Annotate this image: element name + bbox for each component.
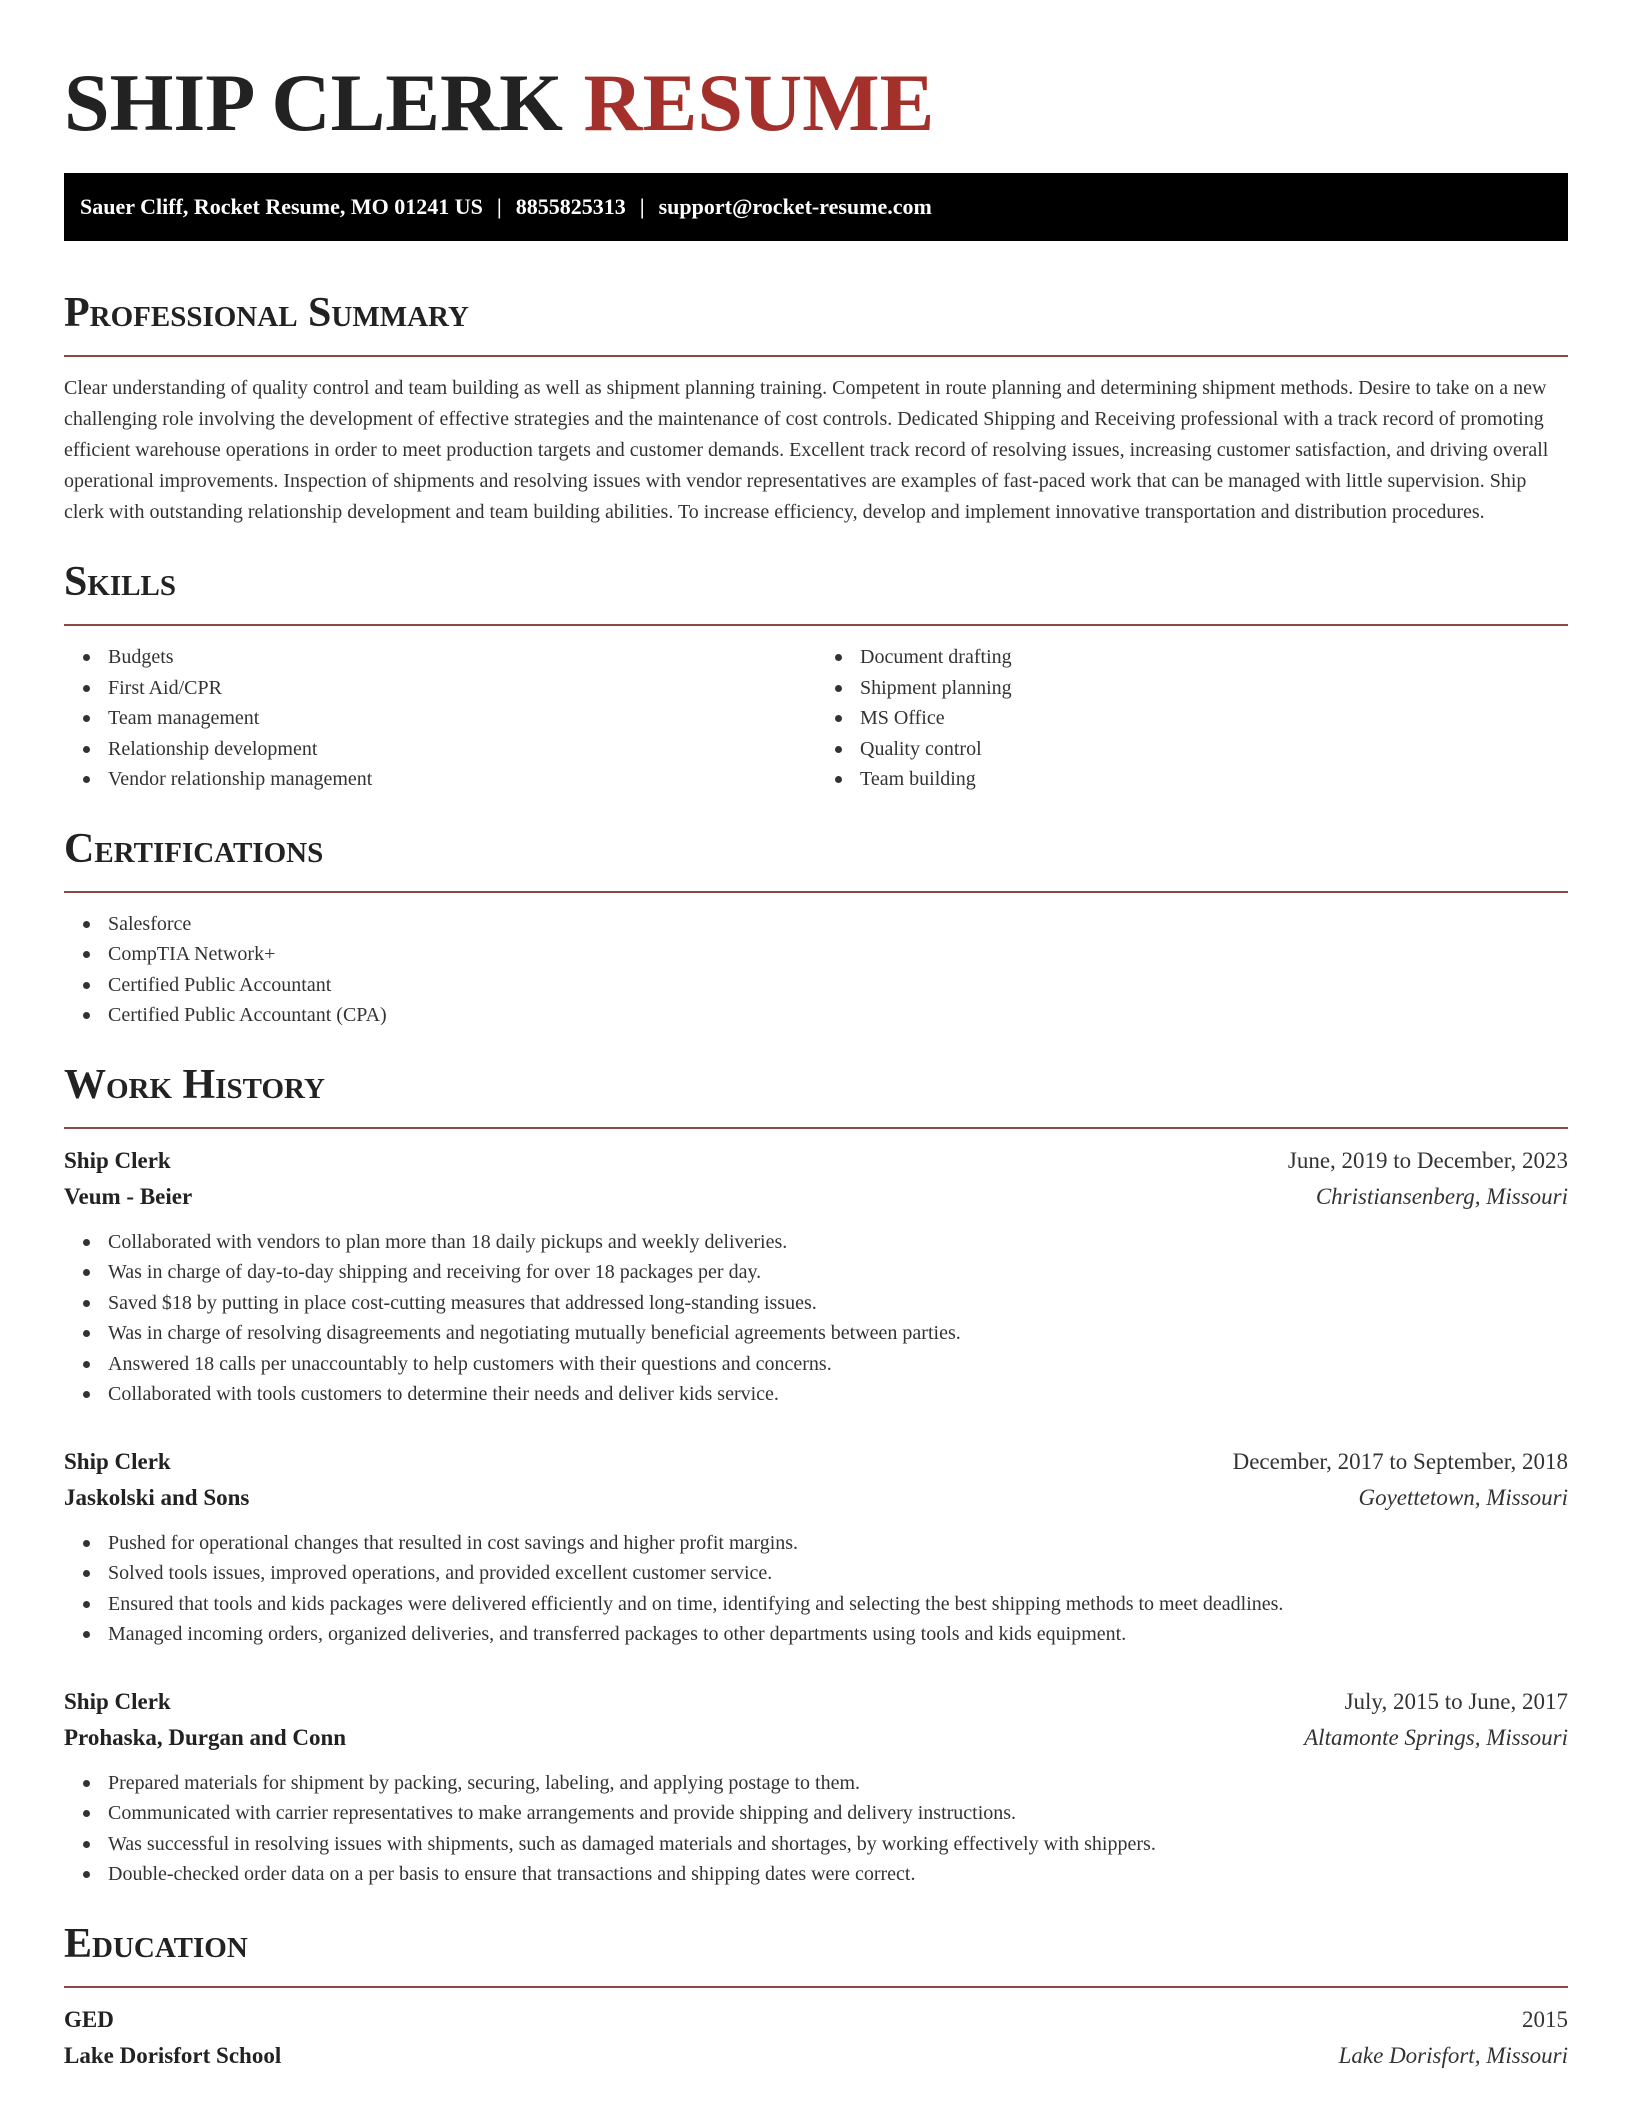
certifications-heading: Certifications — [64, 825, 324, 872]
skill-item: Budgets — [64, 642, 816, 673]
job-role: Ship Clerk — [64, 1448, 171, 1474]
education-location: Lake Dorisfort, Missouri — [1338, 2042, 1568, 2068]
job-entry — [64, 1143, 1568, 1410]
job-duty-item: Was successful in resolving issues with shipments, such as damaged materials and shortages, by working effectively with shippers. — [64, 1829, 1568, 1860]
contact-separator: | — [639, 194, 645, 219]
skill-item: Team building — [816, 764, 1568, 795]
job-duty-item: Collaborated with vendors to plan more than 18 daily pickups and weekly deliveries. — [64, 1227, 1568, 1258]
section-divider — [64, 1986, 1568, 1988]
job-duty-item: Saved $18 by putting in place cost-cutting measures that addressed long-standing issues. — [64, 1288, 1568, 1319]
title-accent: RESUME — [583, 57, 935, 148]
skill-item: Relationship development — [64, 734, 816, 765]
education-degree-row — [64, 2002, 1568, 2038]
skills-list-right — [816, 642, 1568, 795]
job-dates: December, 2017 to September, 2018 — [1232, 1448, 1568, 1474]
job-duty-item: Ensured that tools and kids packages were delivered efficiently and on time, identifying and selecting the best shipping methods to meet deadlines. — [64, 1589, 1568, 1620]
job-duty-item: Collaborated with tools customers to determine their needs and deliver kids service. — [64, 1379, 1568, 1410]
work-history-section — [64, 1057, 1568, 1890]
summary-section — [64, 285, 1568, 528]
job-duty-item: Answered 18 calls per unaccountably to help customers with their questions and concerns. — [64, 1349, 1568, 1380]
skill-item: Team management — [64, 703, 816, 734]
job-company: Veum - Beier — [64, 1183, 193, 1209]
job-duties — [64, 1768, 1568, 1890]
education-heading: Education — [64, 1920, 248, 1967]
summary-heading: Professional Summary — [64, 290, 469, 336]
resume-title — [64, 0, 1568, 149]
job-duty-item: Pushed for operational changes that resulted in cost savings and higher profit margins. — [64, 1528, 1568, 1559]
certification-item: Salesforce — [64, 909, 1568, 940]
job-location: Goyettetown, Missouri — [1358, 1484, 1568, 1510]
section-divider — [64, 891, 1568, 893]
education-school-row — [64, 2038, 1568, 2074]
job-location: Altamonte Springs, Missouri — [1304, 1724, 1568, 1750]
job-duty-item: Was in charge of day-to-day shipping and receiving for over 18 packages per day. — [64, 1257, 1568, 1288]
education-school: Lake Dorisfort School — [64, 2042, 282, 2068]
certification-item: CompTIA Network+ — [64, 939, 1568, 970]
job-duty-item: Managed incoming orders, organized deliveries, and transferred packages to other departments using tools and kids equipment. — [64, 1619, 1568, 1650]
certification-item: Certified Public Accountant (CPA) — [64, 1000, 1568, 1031]
skill-item: Shipment planning — [816, 673, 1568, 704]
job-role: Ship Clerk — [64, 1688, 171, 1714]
education-year: 2015 — [1522, 2006, 1568, 2032]
skills-grid — [64, 642, 1568, 795]
skills-heading: Skills — [64, 559, 177, 605]
job-title-row — [64, 1143, 1568, 1179]
job-role: Ship Clerk — [64, 1147, 171, 1173]
section-divider — [64, 355, 1568, 357]
skill-item: First Aid/CPR — [64, 673, 816, 704]
education-section — [64, 1916, 1568, 2074]
job-dates: July, 2015 to June, 2017 — [1344, 1688, 1568, 1714]
job-duties — [64, 1528, 1568, 1650]
job-company: Jaskolski and Sons — [64, 1484, 250, 1510]
job-company: Prohaska, Durgan and Conn — [64, 1724, 347, 1750]
skills-section — [64, 554, 1568, 795]
job-title-row — [64, 1444, 1568, 1480]
contact-phone: 8855825313 — [515, 194, 626, 219]
skill-item: Vendor relationship management — [64, 764, 816, 795]
section-divider — [64, 624, 1568, 626]
summary-text: Clear understanding of quality control and team building as well as shipment planning training. Competent in route planning and determining shipment methods. Desire to take on a new challenging role involving the development of effective strategies and the maintenance of cost controls. Dedicated Shipping and Receiving professional with a track record of promoting efficient warehouse operations in order to meet production targets and customer demands. Excellent track record of resolving issues, increasing customer satisfaction, and driving overall operational improvements. Inspection of shipments and resolving issues with vendor representatives are examples of fast-paced work that can be managed with little supervision. Ship clerk with outstanding relationship development and team building abilities. To increase efficiency, develop and implement innovative transportation and distribution procedures. — [64, 377, 1549, 523]
job-duty-item: Was in charge of resolving disagreements and negotiating mutually beneficial agreements between parties. — [64, 1318, 1568, 1349]
section-divider — [64, 1127, 1568, 1129]
certification-item: Certified Public Accountant — [64, 970, 1568, 1001]
contact-separator: | — [496, 194, 502, 219]
education-entry — [64, 2002, 1568, 2074]
certifications-list — [64, 909, 1568, 1031]
skill-item: Document drafting — [816, 642, 1568, 673]
contact-email: support@rocket-resume.com — [658, 194, 932, 219]
job-company-row — [64, 1179, 1568, 1215]
title-main: SHIP CLERK — [64, 57, 563, 148]
job-duty-item: Solved tools issues, improved operations, and provided excellent customer service. — [64, 1558, 1568, 1589]
contact-address: Sauer Cliff, Rocket Resume, MO 01241 US — [80, 194, 483, 219]
job-duties — [64, 1227, 1568, 1410]
job-location: Christiansenberg, Missouri — [1315, 1183, 1568, 1209]
work-history-heading: Work History — [64, 1061, 325, 1108]
skill-item: Quality control — [816, 734, 1568, 765]
job-duty-item: Prepared materials for shipment by packing, securing, labeling, and applying postage to them. — [64, 1768, 1568, 1799]
education-degree: GED — [64, 2006, 114, 2032]
job-entry — [64, 1684, 1568, 1890]
job-company-row — [64, 1720, 1568, 1756]
job-duty-item: Double-checked order data on a per basis to ensure that transactions and shipping dates were correct. — [64, 1859, 1568, 1890]
skills-list-left — [64, 642, 816, 795]
job-entry — [64, 1444, 1568, 1650]
job-dates: June, 2019 to December, 2023 — [1287, 1147, 1568, 1173]
skill-item: MS Office — [816, 703, 1568, 734]
contact-bar — [64, 173, 1568, 241]
job-duty-item: Communicated with carrier representatives to make arrangements and provide shipping and delivery instructions. — [64, 1798, 1568, 1829]
certifications-section — [64, 821, 1568, 1031]
job-company-row — [64, 1480, 1568, 1516]
job-title-row — [64, 1684, 1568, 1720]
